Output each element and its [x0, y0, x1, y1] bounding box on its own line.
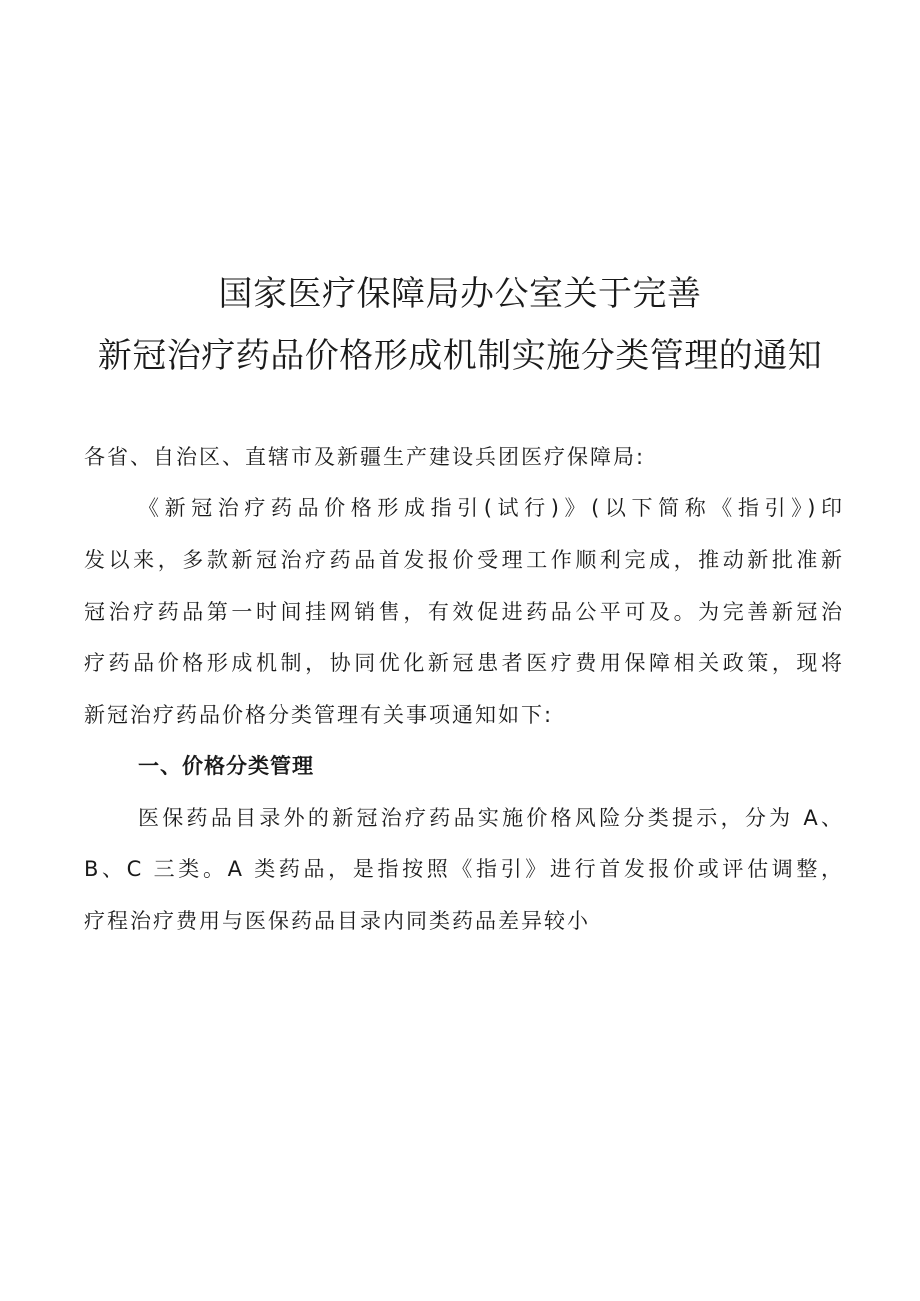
- paragraph-2-line-1: 医保药品目录外的新冠治疗药品实施价格风险分类提示，分为 A、: [138, 806, 844, 830]
- paragraph-1-line-3: 冠治疗药品第一时间挂网销售，有效促进药品公平可及。为完善新冠治: [84, 600, 844, 624]
- paragraph-1-line-2: 发以来，多款新冠治疗药品首发报价受理工作顺利完成，推动新批准新: [84, 548, 844, 572]
- paragraph-1-line-4: 疗药品价格形成机制，协同优化新冠患者医疗费用保障相关政策，现将: [84, 651, 844, 675]
- paragraph-1-line-5: 新冠治疗药品价格分类管理有关事项通知如下:: [84, 703, 554, 727]
- document-title-line-1: 国家医疗保障局办公室关于完善: [218, 274, 702, 314]
- document-title-line-2: 新冠治疗药品价格形成机制实施分类管理的通知: [97, 336, 823, 376]
- addressee-line: 各省、自治区、直辖市及新疆生产建设兵团医疗保障局:: [84, 445, 646, 469]
- paragraph-2-line-3: 疗程治疗费用与医保药品目录内同类药品差异较小: [84, 909, 590, 933]
- paragraph-2-line-2: B、C 三类。A 类药品，是指按照《指引》进行首发报价或评估调整，: [84, 857, 844, 881]
- paragraph-1-line-1: 《新冠治疗药品价格形成指引(试行)》(以下简称《指引》)印: [138, 496, 844, 520]
- section-1-heading: 一、价格分类管理: [138, 754, 314, 778]
